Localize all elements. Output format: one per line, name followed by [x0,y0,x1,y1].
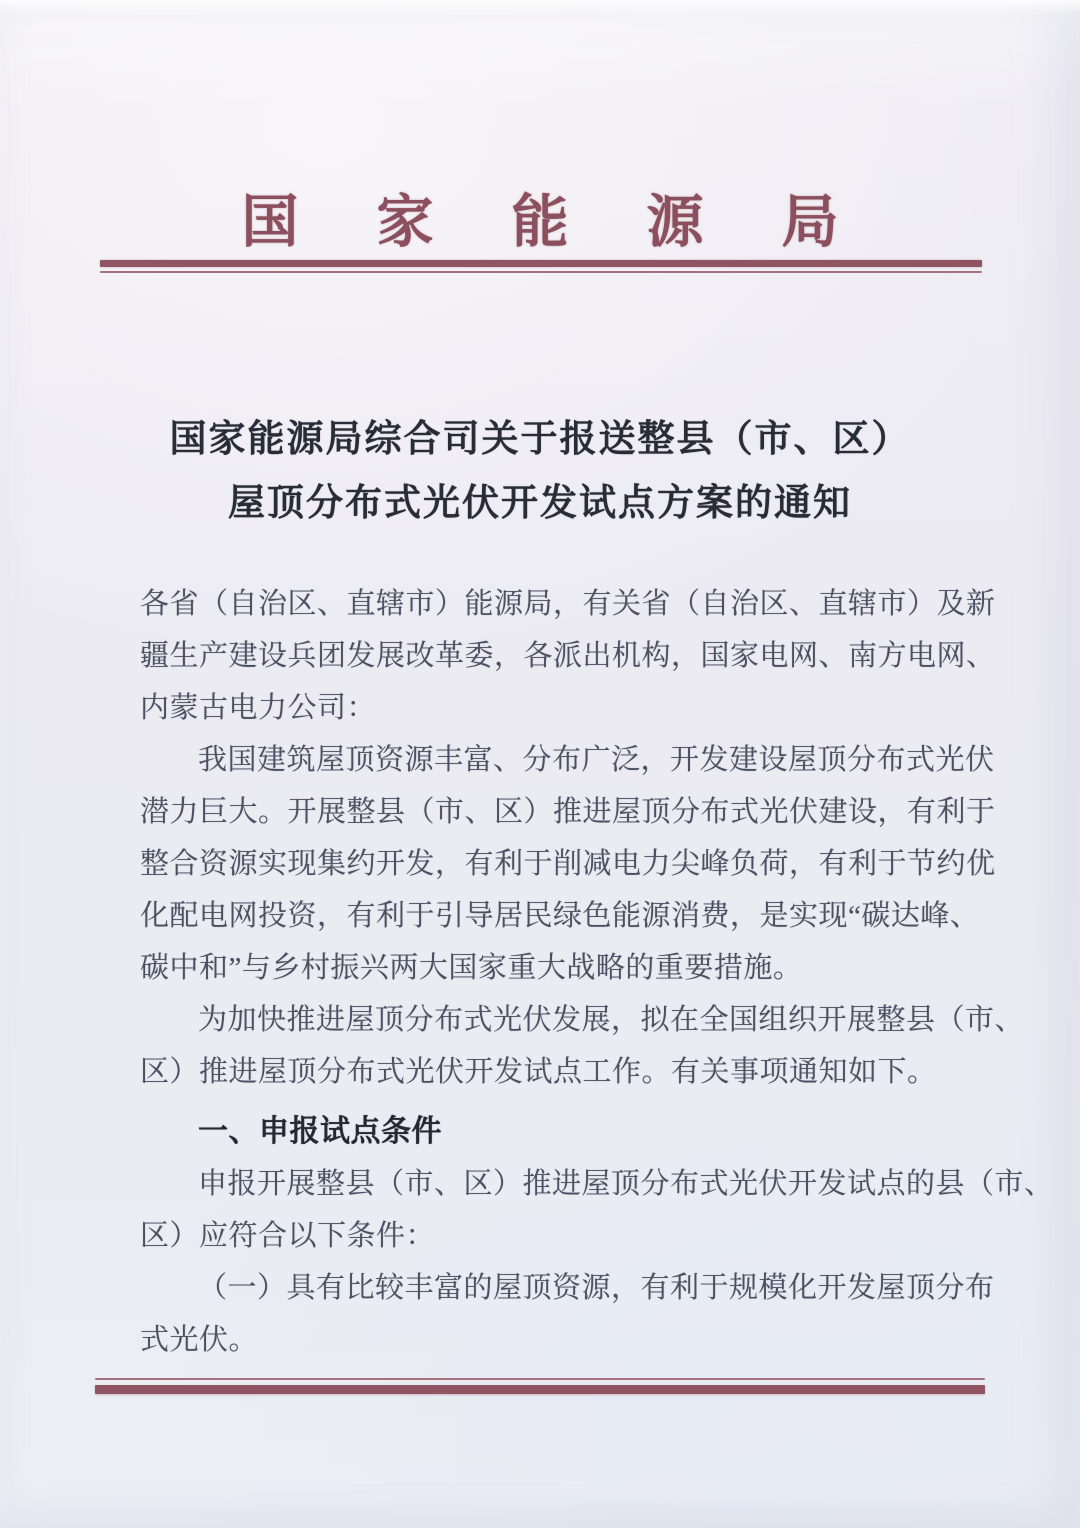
document-body [140,578,1054,1366]
header-rule-thick [100,260,982,267]
footer-rule-thick [95,1385,985,1394]
letterhead-text: 国家能源局 [241,191,917,254]
document-line: 式光伏。 [140,1324,259,1356]
document-line: 各省（自治区、直辖市）能源局，有关省（自治区、直辖市）及新 [140,588,996,620]
document-line: 潜力巨大。开展整县（市、区）推进屋顶分布式光伏建设，有利于 [140,796,996,828]
document-line: 区）应符合以下条件： [140,1220,436,1252]
section-heading: 一、申报试点条件 [198,1115,442,1148]
header-rule-thin [100,271,982,273]
document-line: 区）推进屋顶分布式光伏开发试点工作。有关事项通知如下。 [140,1056,937,1088]
document-line: 内蒙古电力公司： [140,692,377,724]
document-line: （一）具有比较丰富的屋顶资源，有利于规模化开发屋顶分布 [198,1272,995,1304]
document-line: 化配电网投资，有利于引导居民绿色能源消费，是实现“碳达峰、 [140,900,980,932]
letterhead-agency-name [0,176,1080,258]
document-line: 申报开展整县（市、区）推进屋顶分布式光伏开发试点的县（市、 [198,1168,1054,1200]
footer-rule-thin [95,1378,985,1380]
document-title [0,408,1080,536]
document-line: 我国建筑屋顶资源丰富、分布广泛，开发建设屋顶分布式光伏 [198,744,995,776]
document-line: 疆生产建设兵团发展改革委，各派出机构，国家电网、南方电网、 [140,640,996,672]
document-title-line-1: 国家能源局综合司关于报送整县（市、区） [169,419,911,460]
document-line: 整合资源实现集约开发，有利于削减电力尖峰负荷，有利于节约优 [140,848,996,880]
document-line: 为加快推进屋顶分布式光伏发展，拟在全国组织开展整县（市、 [198,1004,1025,1036]
photo-highlight-band [0,0,1080,14]
document-line: 碳中和”与乡村振兴两大国家重大战略的重要措施。 [140,952,803,984]
document-title-line-2: 屋顶分布式光伏开发试点方案的通知 [228,483,852,524]
